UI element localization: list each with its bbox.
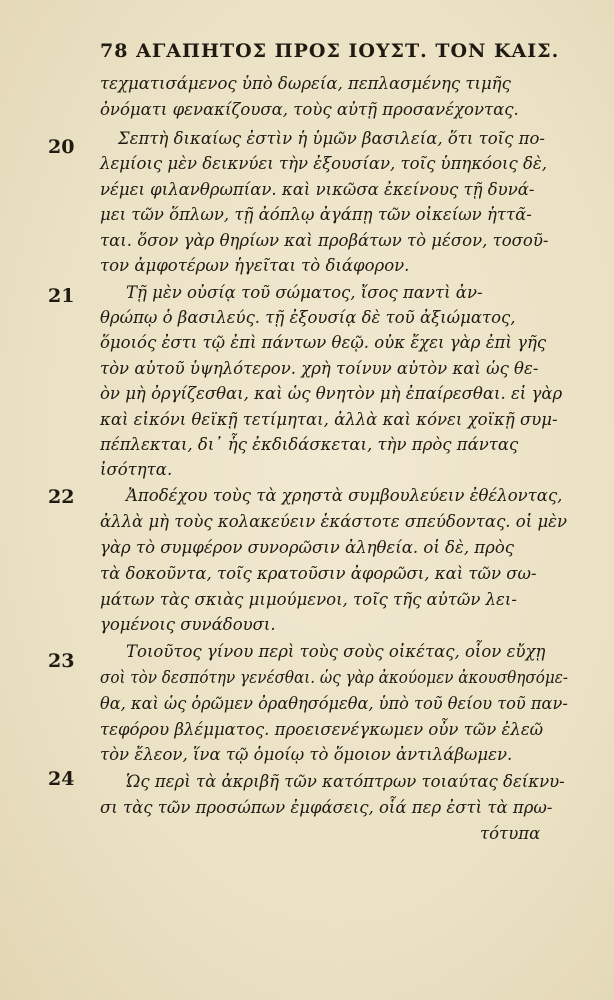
text-line: τεχματισάμενος ὑπὸ δωρεία, πεπλασμένης τιμῆς [100, 74, 511, 93]
text-line: πέπλεκται, δι᾽ ἧς ἐκδιδάσκεται, τὴν πρὸς πάντας [100, 435, 519, 454]
text-line: ὅμοιός ἐστι τῷ ἐπὶ πάντων θεῷ. οὐκ ἔχει γὰρ ἐπὶ γῆς [100, 333, 547, 352]
page-number: 78 [100, 40, 129, 62]
text-line: ὸν μὴ ὀργίζεσθαι, καὶ ὡς θνητὸν μὴ ἐπαίρεσθαι. εἰ γὰρ [100, 384, 563, 403]
section-number: 20 [48, 136, 75, 158]
text-line: θα, καὶ ὡς ὁρῶμεν ὀραθησόμεθα, ὑπὸ τοῦ θείου τοῦ παν- [100, 694, 568, 713]
text-line: Ἀποδέχου τοὺς τὰ χρηστὰ συμβουλεύειν ἐθέλοντας, [126, 486, 563, 505]
text-line: νέμει φιλανθρωπίαν. καὶ νικῶσα ἐκείνους τῇ δυνά- [100, 180, 535, 199]
text-line: Τοιοῦτος γίνου περὶ τοὺς σοὺς οἰκέτας, οἷον εὔχῃ [126, 642, 546, 661]
text-line: γομένοις συνάδουσι. [100, 615, 276, 634]
text-line: τὰ δοκοῦντα, τοῖς κρατοῦσιν ἀφορῶσι, καὶ τῶν σω- [100, 564, 537, 583]
running-title: ΑΓΑΠΗΤΟΣ ΠΡΟΣ ΙΟΥΣΤ. ΤΟΝ ΚΑΙΣ. [136, 40, 560, 62]
section-number: 24 [48, 768, 75, 790]
section-number: 22 [48, 486, 75, 508]
text-line: τεφόρου βλέμματος. προεισενέγκωμεν οὖν τῶν ἐλεῶ [100, 720, 544, 739]
text-line: θρώπῳ ὁ βασιλεύς. τῇ ἐξουσίᾳ δὲ τοῦ ἀξιώματος, [100, 308, 516, 327]
text-line: μάτων τὰς σκιὰς μιμούμενοι, τοῖς τῆς αὐτῶν λει- [100, 590, 517, 609]
text-line: τὸν ἔλεον, ἵνα τῷ ὁμοίῳ τὸ ὅμοιον ἀντιλάβωμεν. [100, 745, 513, 764]
page-header [100, 40, 570, 62]
text-line: σι τὰς τῶν προσώπων ἐμφάσεις, οἷά περ ἐστὶ τὰ πρω- [100, 798, 553, 817]
text-line: ἰσότητα. [100, 460, 173, 479]
text-line: Ὡς περὶ τὰ ἀκριβῆ τῶν κατόπτρων τοιαύτας δείκνυ- [126, 772, 565, 791]
section-number: 23 [48, 650, 75, 672]
text-line: ἀλλὰ μὴ τοὺς κολακεύειν ἑκάστοτε σπεύδοντας. οἱ μὲν [100, 512, 568, 531]
catchword: τότυπα [480, 824, 541, 843]
text-line: τὸν αὐτοῦ ὑψηλότερον. χρὴ τοίνυν αὐτὸν καὶ ὡς θε- [100, 359, 539, 378]
text-line: τον ἀμφοτέρων ἡγεῖται τὸ διάφορον. [100, 256, 410, 275]
text-line: ὀνόματι φενακίζουσα, τοὺς αὐτῇ προσανέχοντας. [100, 100, 519, 119]
text-line: γὰρ τὸ συμφέρον συνορῶσιν ἀληθεία. οἱ δὲ, πρὸς [100, 538, 515, 557]
text-line: σοὶ τὸν δεσπότην γενέσθαι. ὡς γὰρ ἀκούομεν ἀκουσθησόμε- [100, 668, 568, 687]
text-line: ται. ὅσον γὰρ θηρίων καὶ προβάτων τὸ μέσον, τοσοῦ- [100, 231, 549, 250]
text-line: λεμίοις μὲν δεικνύει τὴν ἐξουσίαν, τοῖς ὑπηκόοις δὲ, [100, 154, 547, 173]
text-line: Σεπτὴ δικαίως ἐστὶν ἡ ὑμῶν βασιλεία, ὅτι τοῖς πο- [118, 129, 545, 148]
text-line: καὶ εἰκόνι θεϊκῇ τετίμηται, ἀλλὰ καὶ κόνει χοϊκῇ συμ- [100, 410, 558, 429]
text-line: μει τῶν ὅπλων, τῇ ἀόπλῳ ἀγάπῃ τῶν οἰκείων ἡττᾶ- [100, 205, 532, 224]
text-line: Τῇ μὲν οὐσίᾳ τοῦ σώματος, ἴσος παντὶ ἀν- [126, 283, 483, 302]
section-number: 21 [48, 285, 75, 307]
